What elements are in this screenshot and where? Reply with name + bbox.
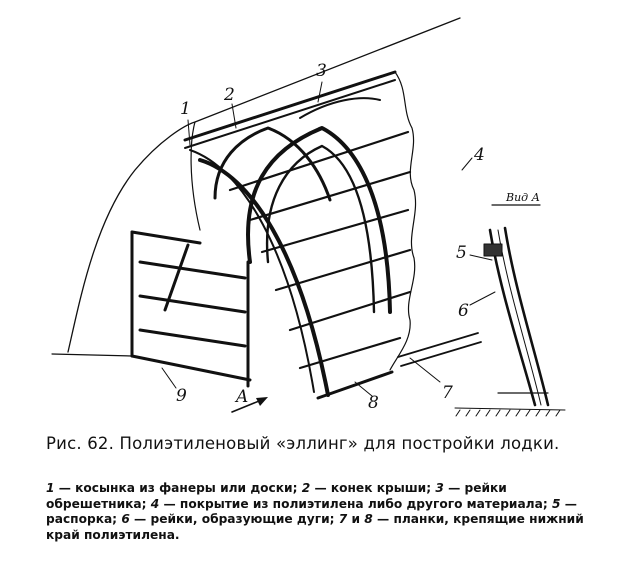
label-5: 5 xyxy=(456,243,467,263)
plank-7b xyxy=(401,342,481,366)
cover-outline xyxy=(68,18,460,352)
legend-text-7: и xyxy=(351,512,361,526)
legend-text-5: — распорка; xyxy=(46,496,577,526)
label-3: 3 xyxy=(316,61,327,81)
bottom-plank xyxy=(318,372,392,398)
cover-torn-edge xyxy=(390,72,416,370)
legend-text-2: — конек крыши; xyxy=(314,481,432,495)
label-8: 8 xyxy=(368,393,379,413)
legend-text-3: — рейки обрешетника; xyxy=(46,481,507,511)
legend-num-4: 4 xyxy=(150,496,160,511)
legend-num-3: 3 xyxy=(435,481,444,495)
figure-legend xyxy=(46,481,591,543)
rear-arch-2 xyxy=(300,98,380,118)
label-2: 2 xyxy=(224,85,235,105)
ground-left xyxy=(52,354,132,356)
view-a-label: Вид А xyxy=(506,191,540,204)
front-frame xyxy=(132,232,250,386)
legend-text-1: — косынка из фанеры или доски; xyxy=(58,481,298,495)
roof-battens xyxy=(230,132,410,368)
legend-num-6: 6 xyxy=(121,512,130,526)
legend-num-1: 1 xyxy=(46,481,55,495)
label-6: 6 xyxy=(458,301,469,321)
legend-num-5: 5 xyxy=(551,496,561,511)
arrow-a-head xyxy=(256,397,268,406)
label-4: 4 xyxy=(474,145,485,165)
figure-caption-title: Рис. 62. Полиэтиленовый «эллинг» для постройки лодки. xyxy=(46,434,560,453)
label-7: 7 xyxy=(442,383,453,403)
legend-text-6: — рейки, образующие дуги; xyxy=(134,512,335,526)
leader-lines xyxy=(162,82,495,396)
label-9: 9 xyxy=(176,386,187,406)
label-a: A xyxy=(236,387,249,407)
detail-view-a xyxy=(455,205,565,416)
legend-num-2: 2 xyxy=(301,481,311,495)
legend-text-4: — покрытие из полиэтилена либо другого материала; xyxy=(163,496,548,511)
plank-7 xyxy=(398,333,478,357)
ridge-beam xyxy=(185,72,395,140)
legend-num-8: 8 xyxy=(364,512,373,526)
legend-num-7: 7 xyxy=(338,512,348,526)
label-1: 1 xyxy=(180,99,191,119)
legend-text-8: — планки, крепящие нижний край полиэтилена. xyxy=(46,512,584,542)
